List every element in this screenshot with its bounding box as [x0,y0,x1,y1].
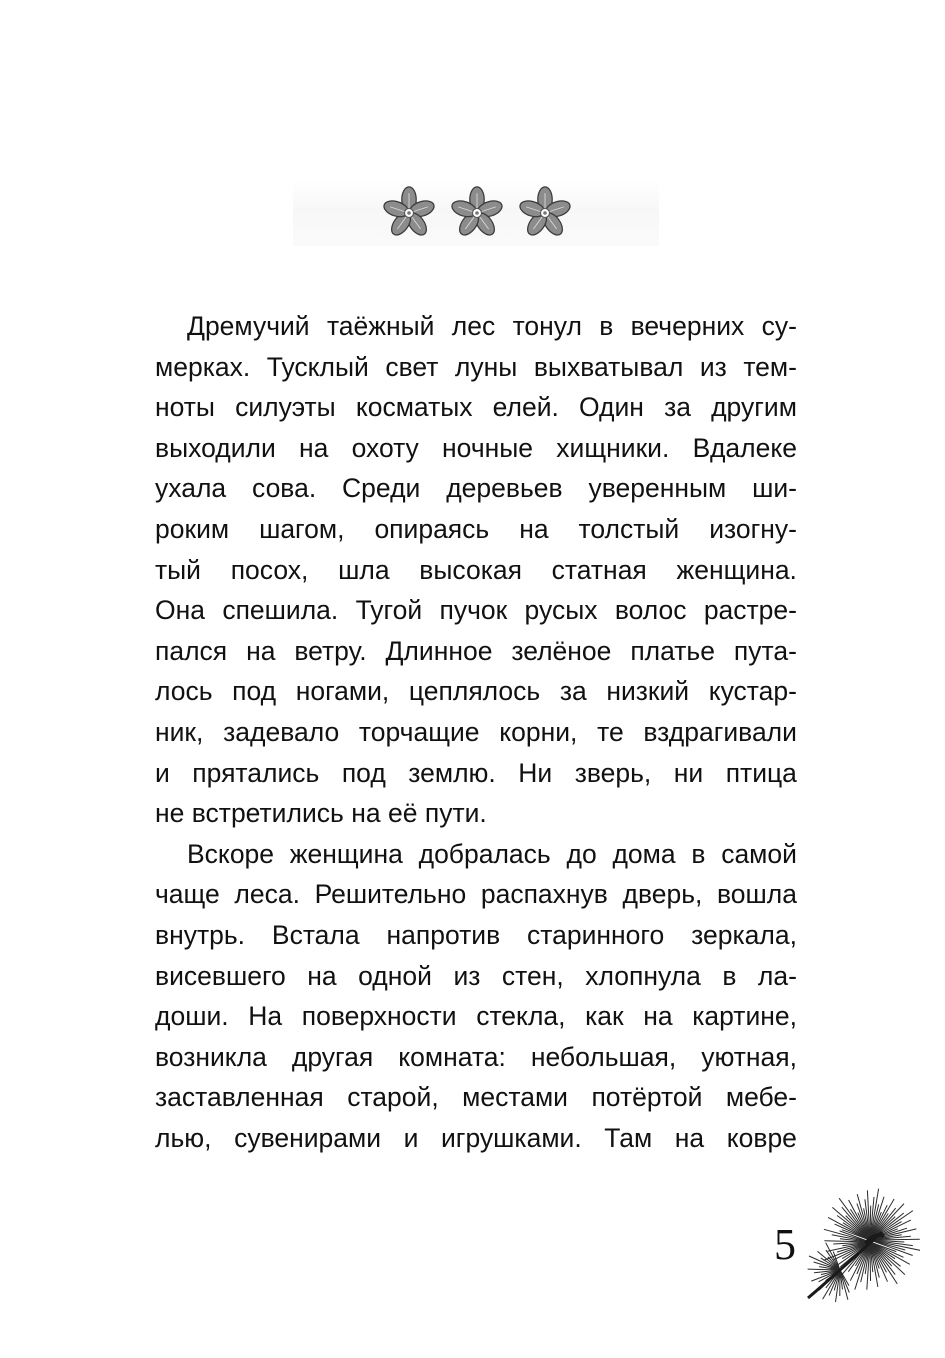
body-text [155,306,797,1158]
text-line: заставленная старой, местами потёртой мебе- [155,1082,797,1113]
section-divider [382,184,572,244]
page-number: 5 [774,1220,796,1269]
text-line: чаще леса. Решительно распахнув дверь, вошла [155,879,797,910]
text-line: выходили на охоту ночные хищники. Вдалеке [155,432,797,463]
flower-icon [382,184,436,242]
paragraph [155,834,797,1159]
text-line: Дремучий таёжный лес тонул в вечерних су- [187,311,797,341]
text-line: лось под ногами, цеплялось за низкий кустар- [155,676,797,707]
paragraph [155,306,797,834]
text-line: ухала сова. Среди деревьев уверенным ши- [155,473,797,504]
text-line: и прятались под землю. Ни зверь, ни птица [155,757,797,788]
text-line: пался на ветру. Длинное зелёное платье пута- [155,635,797,666]
text-line: лью, сувенирами и игрушками. Там на ковре [155,1122,797,1153]
flower-icon [450,184,504,242]
text-line: тый посох, шла высокая статная женщина. [155,554,797,585]
text-line: доши. На поверхности стекла, как на картине, [155,1001,797,1032]
flower-icon [518,184,572,242]
text-line: висевшего на одной из стен, хлопнула в ла- [155,960,797,991]
pine-branch-icon [800,1180,920,1320]
text-line: ник, задевало торчащие корни, те вздрагивали [155,716,797,747]
text-line: мерках. Тусклый свет луны выхватывал из тем- [155,351,797,382]
text-line: внутрь. Встала напротив старинного зеркала, [155,919,797,950]
text-line: роким шагом, опираясь на толстый изогну- [155,513,797,544]
text-line: Она спешила. Тугой пучок русых волос растре- [155,595,797,626]
text-line: не встретились на её пути. [155,798,487,829]
text-line: Вскоре женщина добралась до дома в самой [187,838,797,869]
text-line: возникла другая комната: небольшая, уютная, [155,1041,797,1072]
text-line: ноты силуэты косматых елей. Один за другим [155,392,797,423]
